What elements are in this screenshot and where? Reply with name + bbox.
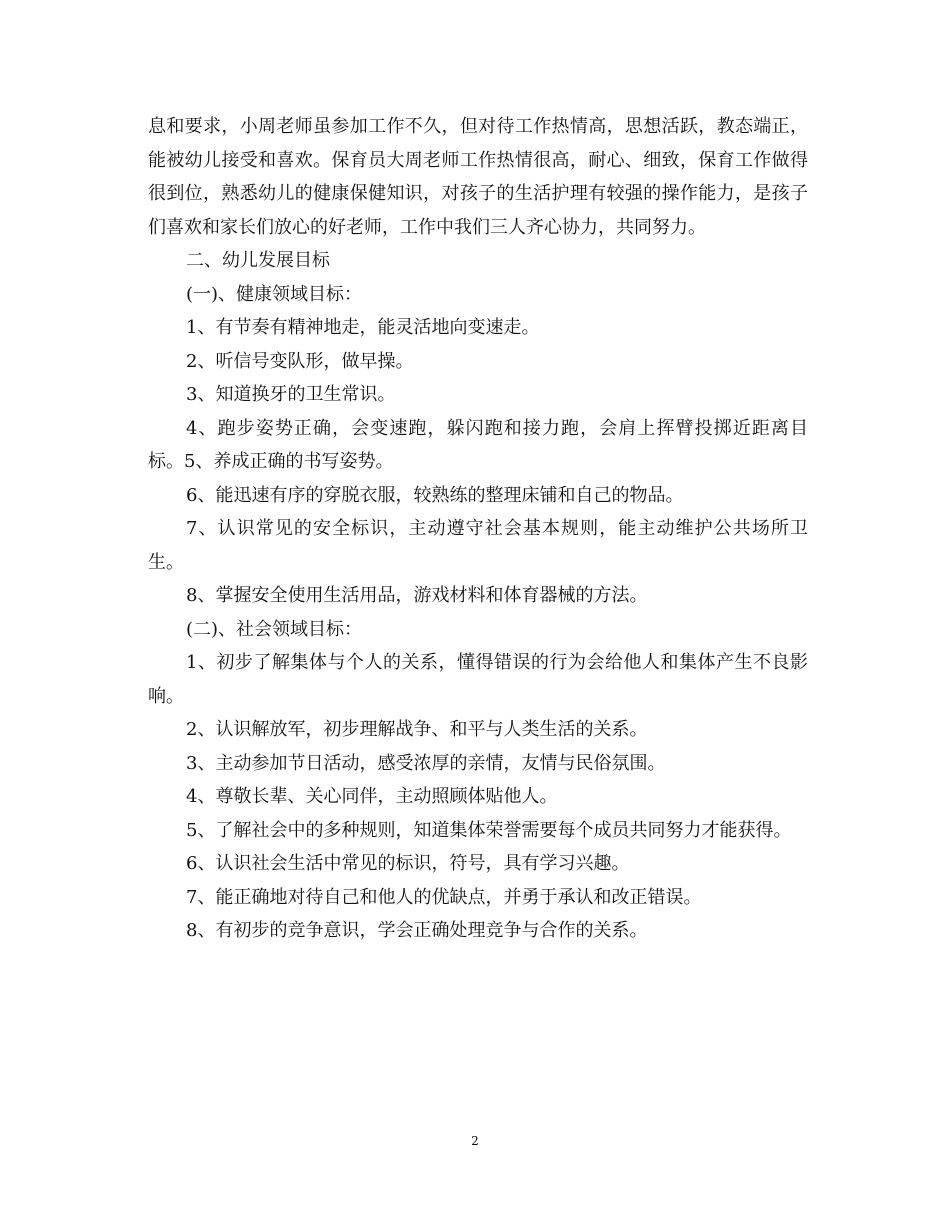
list-item: 2、听信号变队形，做早操。	[186, 350, 414, 372]
subheading-social-goals: (二)、社会领域目标：	[186, 618, 363, 640]
list-item: 8、掌握安全使用生活用品，游戏材料和体育器械的方法。	[186, 585, 648, 606]
document-body	[148, 110, 808, 948]
list-item: 1、初步了解集体与个人的关系，懂得错误的行为会给他人和集体产生不良影响。	[148, 652, 808, 707]
list-item: 4、尊敬长辈、关心同伴，主动照顾体贴他人。	[186, 786, 558, 807]
list-item: 1、有节奏有精神地走，能灵活地向变速走。	[186, 317, 540, 338]
list-item: 2、认识解放军，初步理解战争、和平与人类生活的关系。	[186, 719, 648, 740]
page-number: 2	[471, 1134, 479, 1148]
subheading-health-goals: (一)、健康领域目标：	[186, 283, 363, 305]
list-item: 3、知道换牙的卫生常识。	[186, 384, 396, 405]
list-item: 3、主动参加节日活动，感受浓厚的亲情，友情与民俗氛围。	[186, 752, 666, 774]
list-item: 8、有初步的竞争意识，学会正确处理竞争与合作的关系。	[186, 920, 648, 941]
list-item: 4、跑步姿势正确，会变速跑，躲闪跑和接力跑，会肩上挥臂投掷近距离目标。5、养成正确的书写姿势。	[148, 417, 808, 472]
list-item: 6、能迅速有序的穿脱衣服，较熟练的整理床铺和自己的物品。	[186, 484, 684, 506]
list-item: 5、了解社会中的多种规则，知道集体荣誉需要每个成员共同努力才能获得。	[186, 819, 792, 841]
list-item: 6、认识社会生活中常见的标识，符号，具有学习兴趣。	[186, 853, 630, 874]
list-item: 7、认识常见的安全标识，主动遵守社会基本规则，能主动维护公共场所卫生。	[148, 518, 808, 573]
paragraph-intro-continuation: 息和要求，小周老师虽参加工作不久，但对待工作热情高，思想活跃，教态端正，能被幼儿接受和喜欢。保育员大周老师工作热情很高，耐心、细致，保育工作做得很到位，熟悉幼儿的健康保健知识，对孩子的生活护理有较强的操作能力，是孩子们喜欢和家长们放心的好老师，工作中我们三人齐心协力，共同努力。	[148, 116, 808, 238]
list-item: 7、能正确地对待自己和他人的优缺点，并勇于承认和改正错误。	[186, 886, 702, 908]
section-heading-development-goals: 二、幼儿发展目标	[186, 250, 330, 271]
